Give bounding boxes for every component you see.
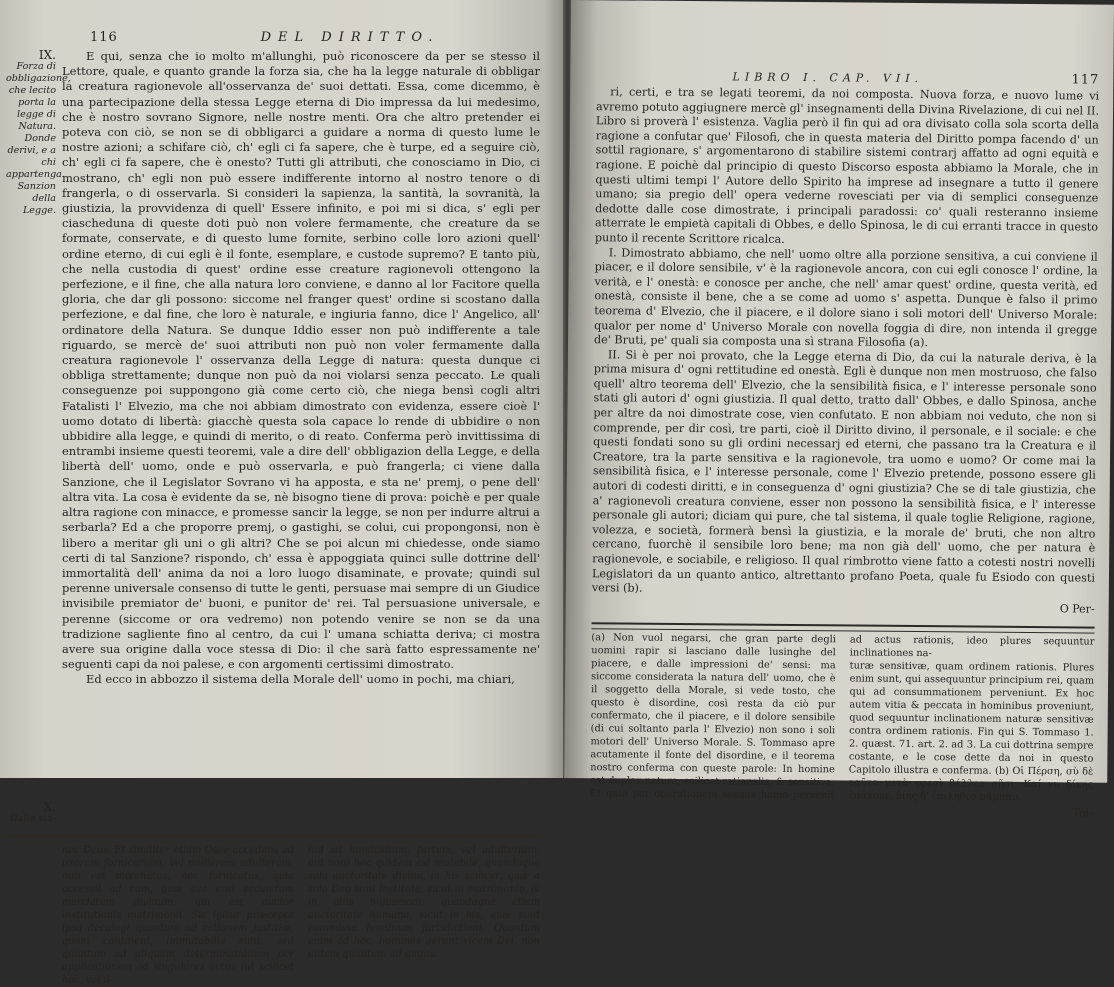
left-main-text: [62, 49, 540, 825]
section-mark-x: X.: [43, 800, 56, 814]
right-main-text: [592, 85, 1100, 617]
right-page-number: 117: [1071, 72, 1100, 88]
right-footnotes: [590, 632, 1094, 805]
right-paragraph-1: ri, certi, e tra se legati teoremi, da noi composta. Nuova forza, e nuovo lume vi avremo potuto aggiugnere mercè gl' insegnamenti della Divina Rivelazione, di cui nel II. Libro si proverà l' esistenza. Vaglia però il fin qui ad ora divisato colla sola scorta della ragione a confutar que' Filosofi, che in questa materia del Diritto pompa facendo d' un sottil ragionare, s' argomentarono di stabilire sistemi contrarj affatto ad ogni equità e ragione. E poichè dal principio di questo Discorso esposta abbiamo la Morale, che in questi ultimi tempi l' Autore dello Spirito ha imprese ad insegnare a tutto il genere umano; sia pregio dell' opera vederne rovesciati per via di semplici conseguenze dedotte dalle cose dimostrate, i principali paradossi: co' quali resteranno insieme atterrate le empietà capitali di Obbes, e dello Spinosa, le di cui erranti tracce in questo punto il recente Scrittore ricalca.: [594, 85, 1100, 246]
left-running-title: DEL DIRITTO.: [260, 30, 440, 45]
left-margin-notes: [6, 48, 71, 825]
right-page: [564, 0, 1114, 820]
left-body: [6, 49, 540, 825]
right-paragraph-2: I. Dimostrato abbiamo, che nell' uomo oltre alla porzione sensitiva, a cui conviene il piacer, e il dolore sensibile, v' è la ragionevole ancora, con cui egli conosce l' ordine, la verità, e l' onestà: e conosce per anche, che nell' amar quest' ordine, questa verità, ed onestà, consiste il bene, che a se come ad uomo s' aspetta. Dunque è falso il primo teorema d' Elvezio, che il piacere, e il dolore siano i soli motori dell' Universo Morale: qualor per nome d' Universo Morale con novella foggia di dire, non intenda il gregge de' Bruti, pe' quali sia composta una sì strana Filosofia (a).: [593, 245, 1098, 350]
right-catchword-main: O Per-: [1059, 602, 1095, 616]
left-footnote-rule: [6, 835, 540, 842]
margin-note: Forza di obbligazione, che lecito porta la legge di Natura. Donde derivi, e a chi appartenga. Sanzion della Legge.: [6, 61, 71, 216]
margin-note-2: Dalle sta-: [9, 813, 56, 824]
right-catchword-foot: Toi-: [1072, 806, 1093, 820]
left-footnotes: [6, 844, 540, 987]
right-footnote-col2: turæ sensitivæ, quam ordinem rationis. Plures enim sunt, qui assequuntur principium rei, quam qui ad consummationem perveniunt. Ex hoc autem vitia & peccata in hominibus proveniunt, quod sequuntur inclinationem naturæ sensitivæ contra ordinem rationis. Fin qui S. Tommaso 1. 2. quæst. 71. art. 2. ad 3. La cui dottrina sempre costante, e le cose dette da noi in questo Capitolo illustra e conferma. (b) Οἱ Πέρση, σὺ δὲ ταῦτα μετὰ φρεσὶ βάλλεο σῇσι. Καί νυ δίκης ἐπάκουε, βίης δ' ἐπιλήθεο πάμπαν.: [848, 660, 1095, 804]
right-footnote-col1: (a) Non vuol negarsi, che gran parte degli uomini rapir si lasciano dalle lusinghe del piacere, e dalle impressioni de' sensi: ma siccome considerata la natura dell' uomo, che è il soggetto della Morale, si vede tosto, che questo è disordine, così resta da ciò pur confermato, che il piacere, e il dolore sensibile (di cui soltanto parla l' Elvezio) non sono i soli motori dell' Universo Morale. S. Tommaso apre acutamente il fonte del disordine, e il teorema nostro conferma con queste parole: In homine est duplex natura, scilicet rationalis, & sensitiva. Et quia per operationem sensus homo pervenit ad actus rationis, ideo plures sequuntur inclinationes na-: [590, 632, 1095, 802]
left-paragraph-1: E qui, senza che io molto m'allunghi, può riconoscere da per se stesso il Lettore, quale, e quanto grande la forza sia, che ha la legge naturale di obbligar la creatura ragionevole all'osservanza de' suoi dettati. Essa, come dicemmo, è una partecipazione della stessa Legge eterna di Dio impressa da lui medesimo, che è nostro sovrano Signore, nelle nostre menti. Ora che altro pretender ei poteva con ciò, se non se di obbligarci a guidare a norma di questo lume le nostre azioni; a schifare ciò, ch' egli ci fa sapere, che è turpe, ed a seguire ciò, ch' egli ci fa sapere, che è onesto? Tutti gli attributi, che conosciamo in Dio, ci mostrano, ch' egli non può essere indifferente intorno al nostro tenore o di frangerla, o di osservarla. Si consideri la sapienza, la santità, la sovranità, la giustizia, la provvidenza di quell' Essere infinito, e poi mi si dica, s' egli per ciascheduna di queste doti può non volere fermamente, che creature da se formate, conservate, e di questo lume fornite, serbino colle loro azioni quell' ordine eterno, di cui egli è il fonte, esemplare, e custode supremo? E tanto più, che nella custodia di quest' ordine esse creature ragionevoli ottengono la perfezione, e il fine, che alla natura loro conviene, e danno al lor Facitore quella gloria, che dar gli possono: siccome nel franger quest' ordine si scostano dalla perfezione, e dal fine, che loro è naturale, e ingiuria fanno, dice l' Angelico, all' ordinatore della Natura. Se dunque Iddio esser non può indifferente a tale riguardo, se mercè de' suoi attributi non può non voler fermamente dalla creatura ragionevole l' osservanza della Legge di natura: questa dunque ci obbliga strettamente; dunque non può da noi violarsi senza peccato. Le quali conseguenze poi suppongono già come certo ciò, che niega bensì cogli altri Fatalisti l' Elvezio, ma che noi abbiam dimostrato con evidenza, essere cioè l' uomo dotato di libertà: giacchè questa sola capace lo rende di ubbidire o non ubbidire alla legge, e quindi di merito, o di reato. Conferma però invittissima di entrambi insieme questi teoremi, vale a dire dell' obbligazion della Legge, e della libertà dell' uomo, onde e può osservarla, e può frangerla; ci viene dalla Sanzione, che il Legislator Sovrano vi ha apposta, e sta ne' premj, o pene dell' altra vita. La cosa è evidente da se, nè bisogno tiene di prova: poichè e per quale altra ragione con minacce, e promesse sancir la legge, se non per indurre altrui a serbarla? Ed a che proporre premj, o gastighi, se colui, cui propongonsi, non è libero a meritar gli uni o gli altri? Che se poi alcun mi chiedesse, onde siamo certi di tal Sanzione? rispondo, ch' essa è appoggiata quinci sulle dottrine dell' immortalità dell' anima da noi a loro luogo disaminate, e provate; quindi sul perenne universale consenso di tutte le genti, persuase mai sempre di un Giudice invisibile premiator de' buoni, e punitor de' rei. Tal persuasione universale, e perenne (siccome or ora vedremo) non potendo venire se non se da una tradizione sagliente fino al centro, da cui l' umana schiatta deriva; ci mostra avere sua origine dalla voce stessa di Dio: il che sarà fatto espressamente ne' seguenti capi da noi palese, e con argomenti certissimi dimostrato.: [62, 49, 540, 672]
right-running-title: LIBRO I. CAP. VII.: [732, 70, 924, 86]
right-paragraph-3: II. Si è per noi provato, che la Legge eterna di Dio, da cui la naturale deriva, è la prima misura d' ogni rettitudine ed onestà. Egli è dunque non men mostruoso, che falso quell' altro teorema dell' Elvezio, che la sensibilità fisica, e l' interesse personale sono stati gli autori d' ogni giustizia. Il qual detto, tratto dall' Obbes, e dallo Spinosa, anche per altre da noi dimostrate cose, vien confutato. E non abbiam noi veduto, che non si comprende, per dir così, tre parti, cioè il Diritto divino, il personale, e il sociale: e che questi fondati sono su gli ordini necessarj ed eterni, che passano tra la Creatura e il Creatore, tra la parte sensitiva e la ragionevole, tra uomo e uomo? Or come mai la sensibilità fisica, e l' interesse personale, come l' Elvezio pretende, possono essere gli autori di codesti diritti, e in conseguenza d' ogni giustizia? Che se di tale giustizia, che a' ragionevoli creatura conviene, esser non possono la sensibilità fisica, e l' interesse personale gli autori; diciam qui pure, che tal sistema, il quale toglie Religione, ragione, volezza, e società, formerà bensì la giustizia, e la morale de' bruti, che non altro cercano, fuorchè il sensibile loro bene; ma non già dell' uomo, che per natura è ragionevole, e sociabile, e religioso. Il qual rimbrotto viene fatto a cotesti nostri novelli Legislatori da un quanto antico, altrettanto profano Poeta, quale fu Esiodo con questi versi (b).: [591, 348, 1097, 595]
section-mark-ix: IX.: [38, 48, 56, 62]
left-page-number: 116: [90, 30, 118, 45]
left-footnote-col2: lud sit homicidium, furtum, vel adulterium, aut non) hoc quidem est mutabile, quandoque sola auctoritate divina, in his scilicet, quæ a solo Deo sunt instituta, sicut in matrimonio, & in aliis hujusmodi; quandoque etiam auctoritate humana, sicut in his, quæ sunt commissa hominum jurisdictioni. Quantum enim ad hoc, homines gerunt vicem Dei, non autem quantum ad omnia.: [308, 845, 540, 960]
left-footnote-col1: nec Deus. Et similiter etiam Osee accedens ad uxorem fornicariam, vel mulierem adulteram, non est mœchatus, nec fornicatus, quia accessit ad eam, quæ sua erat secundum mandatum divinum, qui est auctor institutionis matrimonii. Sic igitur præcepta ipsa decalogi quantum ad rationem justitiæ, quam continent, immutabilia sunt; sed quantum ad aliquam determinationem per applicationem ad singulares actus (ut scilicet hoc, vel il-: [62, 845, 294, 986]
right-running-head: [596, 68, 1099, 87]
left-paragraph-2: Ed ecco in abbozzo il sistema della Morale dell' uomo in pochi, ma chiari,: [86, 672, 515, 687]
left-running-head: [6, 30, 540, 45]
